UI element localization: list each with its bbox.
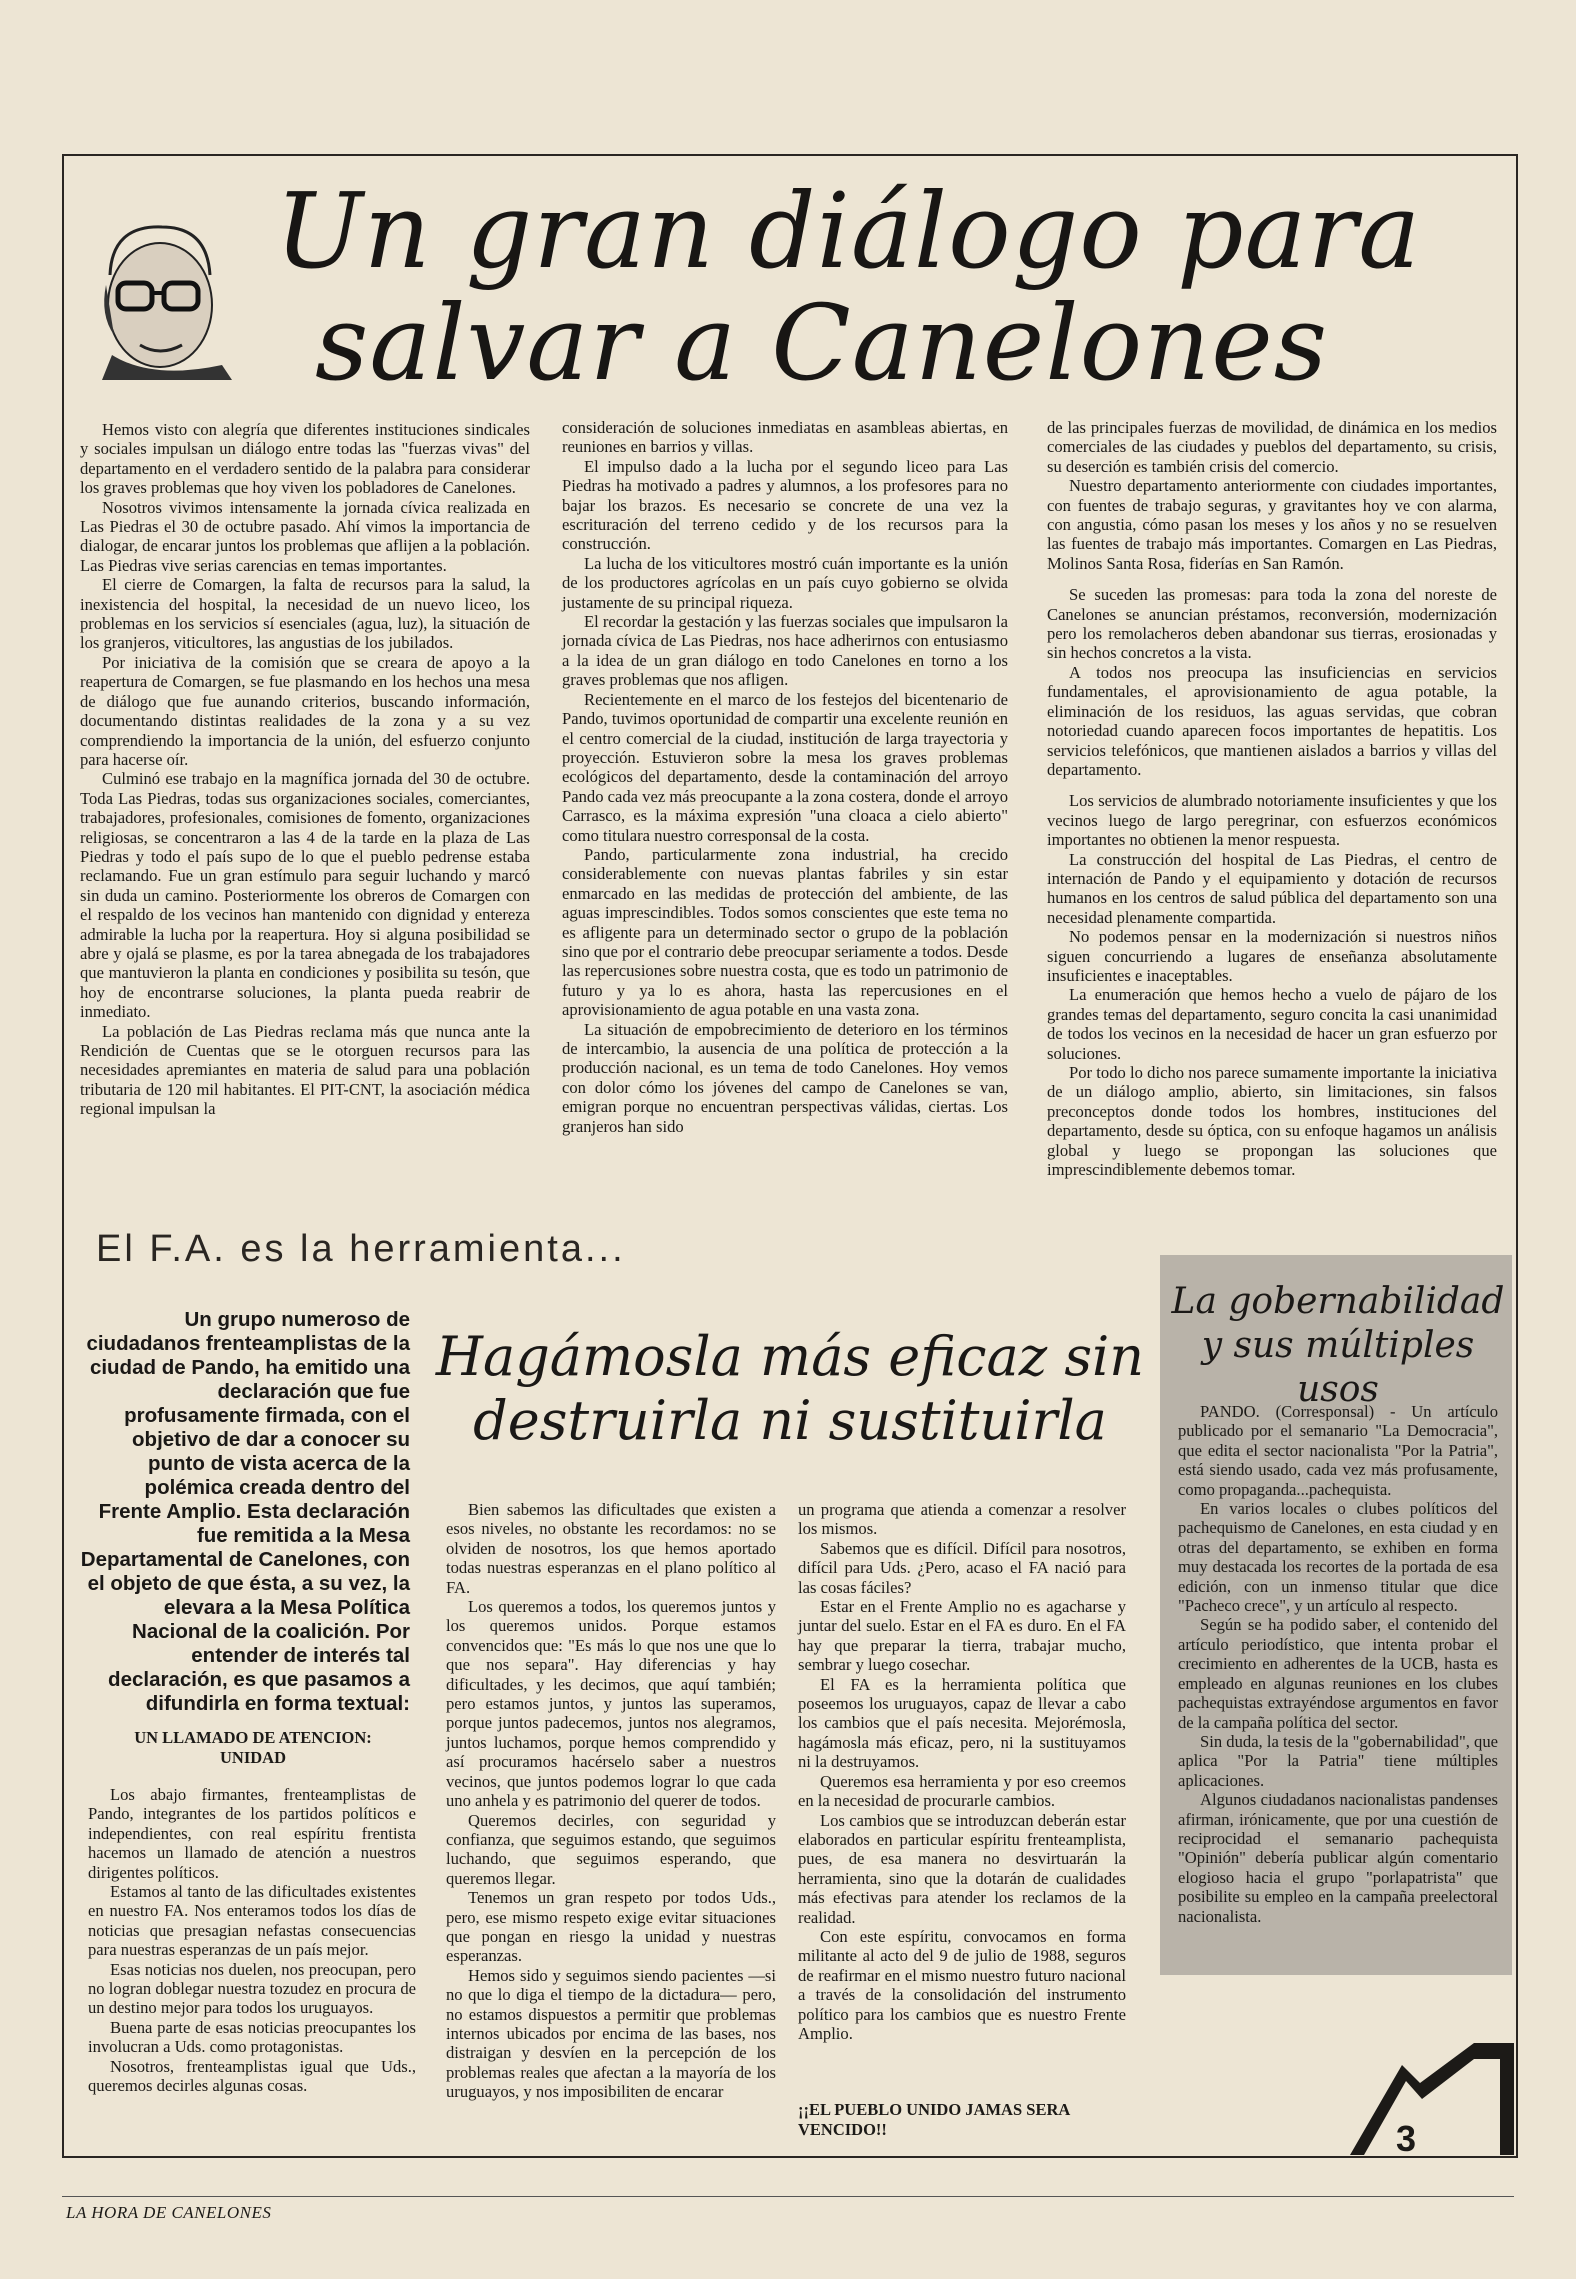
paragraph: Tenemos un gran respeto por todos Uds., pero, ese mismo respeto exige evitar situaciones que pongan en riesgo la unidad y nuestras esperanzas. (446, 1888, 776, 1966)
paragraph: consideración de soluciones inmediatas en asambleas abiertas, en reuniones en barrios y villas. (562, 418, 1008, 457)
paragraph: Queremos decirles, con seguridad y confianza, que seguimos estando, que seguimos luchando, que seguimos esperando, que queremos llegar. (446, 1810, 776, 1888)
author-portrait (82, 205, 248, 380)
paragraph: Según se ha podido saber, el contenido del artículo periodístico, que intenta probar el crecimiento en adherentes de la UCB, hasta es empleado en algunas reuniones en los clubes pachequistas extrayéndose argumentos en favor de la campaña política del sector. (1178, 1615, 1498, 1732)
page-number-ornament (1350, 2043, 1514, 2155)
paragraph: Hemos visto con alegría que diferentes instituciones sindicales y sociales impulsan un diálogo entre todas las "fuerzas vivas" del departamento en el verdadero sentido de la palabra para considerar los graves problemas que hoy viven los pobladores de Canelones. (80, 420, 530, 498)
article2-column-2 (446, 1500, 776, 2102)
footer-divider (62, 2196, 1514, 2197)
article1-column-1 (80, 420, 530, 1119)
paragraph: La población de Las Piedras reclama más que nunca ante la Rendición de Cuentas que se le otorguen recursos para las necesidades apremiantes en materia de salud para una población tributaria de 120 mil habitantes. El PIT-CNT, la asociación médica regional impulsan la (80, 1021, 530, 1119)
paragraph: Estar en el Frente Amplio no es agacharse y juntar del suelo. Estar en el FA es duro. En el FA hay que preparar la tierra, trabajar mucho, sembrar y luego cosechar. (798, 1597, 1126, 1675)
article2-column-3 (798, 1500, 1126, 2043)
publication-footer: LA HORA DE CANELONES (66, 2203, 272, 2222)
paragraph: El cierre de Comargen, la falta de recursos para la salud, la inexistencia del hospital, la necesidad de un nuevo liceo, los problemas en los servicios sí esenciales (agua, luz), la situación de los granjeros, viticultores, las angustias de los jubilados. (80, 575, 530, 653)
paragraph: Se suceden las promesas: para toda la zona del noreste de Canelones se anuncian préstamos, reconversión, modernización pero los remolacheros deben abandonar sus tierras, erosionadas y sin hechos concretos a la vista. (1047, 585, 1497, 663)
paragraph: Queremos esa herramienta y por eso creemos en la necesidad de procurarle cambios. (798, 1771, 1126, 1811)
paragraph: El FA es la herramienta política que poseemos los uruguayos, capaz de llevar a cabo los cambios que el país necesita. Mejorémosla, hagámosla más eficaz, pero, ni la sustituyamos ni la destruyamos. (798, 1674, 1126, 1772)
paragraph: Recientemente en el marco de los festejos del bicentenario de Pando, tuvimos oportunidad de compartir una excelente reunión en el centro comercial de la ciudad, institución de larga trayectoria y proyección. Estuvieron sobre la mesa los graves problemas ecológicos del departamento, desde la contaminación del arroyo Pando cada vez más preocupante a la zona costera, donde el arroyo Carrasco, es la máxima expresión "una cloaca a cielo abierto" como titulara nuestro corresponsal de la costa. (562, 689, 1008, 845)
paragraph: Los cambios que se introduzcan deberán estar elaborados en particular espíritu frenteamplista, pues, de esa manera no desvirtuarán la herramienta, sino que la dotarán de cualidades más efectivas para atender los reclamos de la realidad. (798, 1810, 1126, 1927)
article2-column-1 (88, 1785, 416, 2096)
paragraph: de las principales fuerzas de movilidad, de dinámica en los medios comerciales de las ciudades y pueblos del departamento, su crisis, su deserción es también crisis del comercio. (1047, 418, 1497, 476)
paragraph: La situación de empobrecimiento de deterioro en los términos de intercambio, la ausencia de una política de protección a la producción nacional, es un tema de todo Canelones. Hoy vemos con dolor cómo los jóvenes del campo de Canelones se van, emigran porque no encuentran perspectivas válidas, ciertas. Los granjeros han sido (562, 1019, 1008, 1136)
article2-subhead: UN LLAMADO DE ATENCION: UNIDAD (134, 1728, 372, 1767)
paragraph: Sin duda, la tesis de la "gobernabilidad", que aplica "Por la Patria" tiene múltiples aplicaciones. (1178, 1731, 1498, 1790)
section-kicker: El F.A. es la herramienta... (96, 1228, 626, 1270)
paragraph: Sabemos que es difícil. Difícil para nosotros, difícil para Uds. ¿Pero, acaso el FA nació para las cosas fáciles? (798, 1538, 1126, 1597)
paragraph: Esas noticias nos duelen, nos preocupan, pero no logran doblegar nuestra tozudez en procura de un destino mejor para todos los uruguayos. (88, 1959, 416, 2018)
paragraph: La lucha de los viticultores mostró cuán importante es la unión de los productores agrícolas en un país cuyo gobierno se olvida justamente de su principal riqueza. (562, 553, 1008, 612)
paragraph: Nosotros vivimos intensamente la jornada cívica realizada en Las Piedras el 30 de octubre pasado. Ahí vimos la importancia de dialogar, de encarar juntos los problemas que aflijen a la población. Las Piedras vive serias carencias en temas importantes. (80, 497, 530, 575)
sidebar-title: La gobernabilidad y sus múltiples usos (1171, 1281, 1505, 1410)
article1-column-2 (562, 418, 1008, 1136)
paragraph: Con este espíritu, convocamos en forma militante al acto del 9 de julio de 1988, seguros de reafirmar en el mismo nuestro futuro nacional a través de la consolidación del instrumento político para los cambios que es nuestro Frente Amplio. (798, 1926, 1126, 2043)
headline-line-2: salvar a Canelones (315, 282, 1329, 404)
paragraph: Los queremos a todos, los queremos juntos y los queremos unidos. Porque estamos convencidos que: "Es más lo que nos une que lo que nos separa". Hay diferencias y hay dificultades, y les decimos, que aquí también; pero estamos juntos, y juntos las superamos, porque juntos padecemos, juntos nos alegramos, juntos luchamos, porque hemos comprendido y así procuramos hacérselo saber a nuestros vecinos, que juntos podemos lograr lo que cada uno anhela y es patrimonio del querer de todos. (446, 1597, 776, 1811)
article1-column-3 (1047, 418, 1497, 1179)
paragraph: Pando, particularmente zona industrial, ha crecido considerablemente con nuevas plantas fabriles y sin estar enmarcado en las medidas de protección del ambiente, de las aguas imprescindibles. Todos somos conscientes que este tema no es afligente para un determinado sector o grupo de la población sino que por el contrario debe preocupar seriamente a todos. Desde las repercusiones sobre nuestra costa, que es todo un patrimonio de futuro y ya lo es ahora, hasta las repercusiones en el aprovisionamiento de agua potable en una vasta zona. (562, 844, 1008, 1020)
paragraph: Buena parte de esas noticias preocupantes los involucran a Uds. como protagonistas. (88, 2017, 416, 2057)
main-headline (275, 170, 1505, 404)
paragraph: Por todo lo dicho nos parece sumamente importante la iniciativa de un diálogo amplio, abierto, sin limitaciones, sin falsos preconceptos donde todos los hombres, instituciones del departamento, desde su óptica, con su enfoque hagamos un análisis global y luego se propongan las soluciones que imprescindiblemente debemos tomar. (1047, 1063, 1497, 1180)
paragraph: Culminó ese trabajo en la magnífica jornada del 30 de octubre. Toda Las Piedras, todas sus organizaciones sociales, comerciantes, trabajadores, profesionales, comisiones de fomento, organizaciones religiosas, se concentraron a las 4 de la tarde en la plaza de Las Piedras y todo el país supo de lo que el pueblo pedrense estaba reclamando. Fue un gran estímulo para seguir luchando y marcó sin duda un camino. Posteriormente los obreros de Comargen con el respaldo de los vecinos han mantenido con dignidad y entereza admirable la lucha por la reapertura. Hoy si alguna posibilidad se abre y ojalá se plasme, es por la tarea abnegada de los trabajadores que mantuvieron la planta en condiciones y posibilita su tesón, que hoy de encontrarse soluciones, la planta pueda reabrir de inmediato. (80, 769, 530, 1022)
paragraph: Estamos al tanto de las dificultades existentes en nuestro FA. Nos enteramos todos los días de noticias que presagian nefastas consecuencias para nuestras esperanzas de un país mejor. (88, 1882, 416, 1960)
paragraph: Bien sabemos las dificultades que existen a esos niveles, no obstante les recordamos: no se olviden de nosotros, los que hemos aportado todas nuestras esperanzas en el plano político al FA. (446, 1500, 776, 1597)
paragraph: Por iniciativa de la comisión que se creara de apoyo a la reapertura de Comargen, se fue plasmando en los hechos una mesa de diálogo que fue aunando criterios, buscando información, documentando distintas realidades de la zona y a su vez comprendiendo la importancia de la unión, del esfuerzo conjunto para hacerse oír. (80, 652, 530, 769)
article2-title: Hagámosla más eficaz sin destruirla ni sustituirla (435, 1325, 1145, 1452)
paragraph: El impulso dado a la lucha por el segundo liceo para Las Piedras ha motivado a padres y alumnos, a los profesores para no bajar los brazos. Es necesario se concrete de una vez la escrituración del terreno cedido y de los recursos para la construcción. (562, 456, 1008, 554)
paragraph: Algunos ciudadanos nacionalistas pandenses afirman, irónicamente, que por una cuestión de reciprocidad el semanario pachequista "Opinión" debería publicar algún comentario elogioso hacia el grupo "porlapatrista" que posibilite su empleo en la campaña preelectoral nacionalista. (1178, 1790, 1498, 1926)
paragraph: Los servicios de alumbrado notoriamente insuficientes y que los vecinos luego de largo peregrinar, con esfuerzos económicos importantes no obtienen la menor respuesta. (1047, 791, 1497, 850)
sidebar-column (1178, 1402, 1498, 1926)
paragraph: PANDO. (Corresponsal) - Un artículo publicado por el semanario "La Democracia", que edita el sector nacionalista "Por la Patria", está siendo usado, cada vez más profusamente, como propaganda...pachequista. (1178, 1402, 1498, 1499)
headline-line-1: Un gran diálogo para (275, 170, 1422, 292)
paragraph: A todos nos preocupa las insuficiencias en servicios fundamentales, el aprovisionamiento de agua potable, la eliminación de los residuos, las aguas servidas, que cobran notoriedad cuando aparecen focos importantes de hepatitis. Los servicios telefónicos, que mantienen aislados a barrios y villas del departamento. (1047, 662, 1497, 779)
paragraph: No podemos pensar en la modernización si nuestros niños siguen concurriendo a lugares de enseñanza absolutamente insuficientes e inaceptables. (1047, 927, 1497, 985)
paragraph: Nuestro departamento anteriormente con ciudades importantes, con fuentes de trabajo seguras, y gravitantes hoy ve con alarma, con angustia, cómo pasan los meses y los años y no se resuelven las fuentes de trabajo más importantes. Comargen en Las Piedras, Molinos Santa Rosa, fiderías en San Ramón. (1047, 476, 1497, 573)
page-number: 3 (1396, 2118, 1417, 2159)
paragraph: un programa que atienda a comenzar a resolver los mismos. (798, 1500, 1126, 1539)
closing-slogan: ¡¡EL PUEBLO UNIDO JAMAS SERA VENCIDO!! (798, 2100, 1070, 2139)
paragraph: Hemos sido y seguimos siendo pacientes —si no que lo diga el tiempo de la dictadura— pero, no estamos dispuestos a permitir que problemas internos ubicados por encima de las bases, nos distraigan y desvíen en la percepción de los problemas reales que afectan a la mayoría de los uruguayos, y nos imposibiliten de encarar (446, 1965, 776, 2102)
paragraph: En varios locales o clubes políticos del pachequismo de Canelones, en esta ciudad y en otras del departamento, se exhiben en forma muy destacada los recortes de la portada de esa edición, con un inmenso titular que dice "Pacheco crece", y un artículo al respecto. (1178, 1499, 1498, 1616)
paragraph: La construcción del hospital de Las Piedras, el centro de internación de Pando y el equipamiento y dotación de recursos humanos en los centros de salud pública del departamento son una necesidad plenamente compartida. (1047, 849, 1497, 927)
paragraph: La enumeración que hemos hecho a vuelo de pájaro de los grandes temas del departamento, seguro concita la casi unanimidad de todos los vecinos en la necesidad de hacer un gran esfuerzo por soluciones. (1047, 985, 1497, 1063)
article2-intro: Un grupo numeroso de ciudadanos frenteamplistas de la ciudad de Pando, ha emitido una declaración que fue profusamente firmada, con el objetivo de dar a conocer su punto de vista acerca de la polémica creada dentro del Frente Amplio. Esta declaración fue remitida a la Mesa Departamental de Canelones, con el objeto de que ésta, a su vez, la elevara a la Mesa Política Nacional de la coalición. Por entender de interés tal declaración, es que pasamos a difundirla en forma textual: (80, 1308, 410, 1715)
paragraph: Nosotros, frenteamplistas igual que Uds., queremos decirles algunas cosas. (88, 2056, 416, 2096)
paragraph: El recordar la gestación y las fuerzas sociales que impulsaron la jornada cívica de Las Piedras, nos hace adherirnos con entusiasmo a la idea de un gran diálogo en todo Canelones en torno a los graves problemas que nos afligen. (562, 612, 1008, 690)
paragraph: Los abajo firmantes, frenteamplistas de Pando, integrantes de los partidos políticos e independientes, con real espíritu frentista hacemos un llamado de atención a nuestros dirigentes políticos. (88, 1785, 416, 1882)
